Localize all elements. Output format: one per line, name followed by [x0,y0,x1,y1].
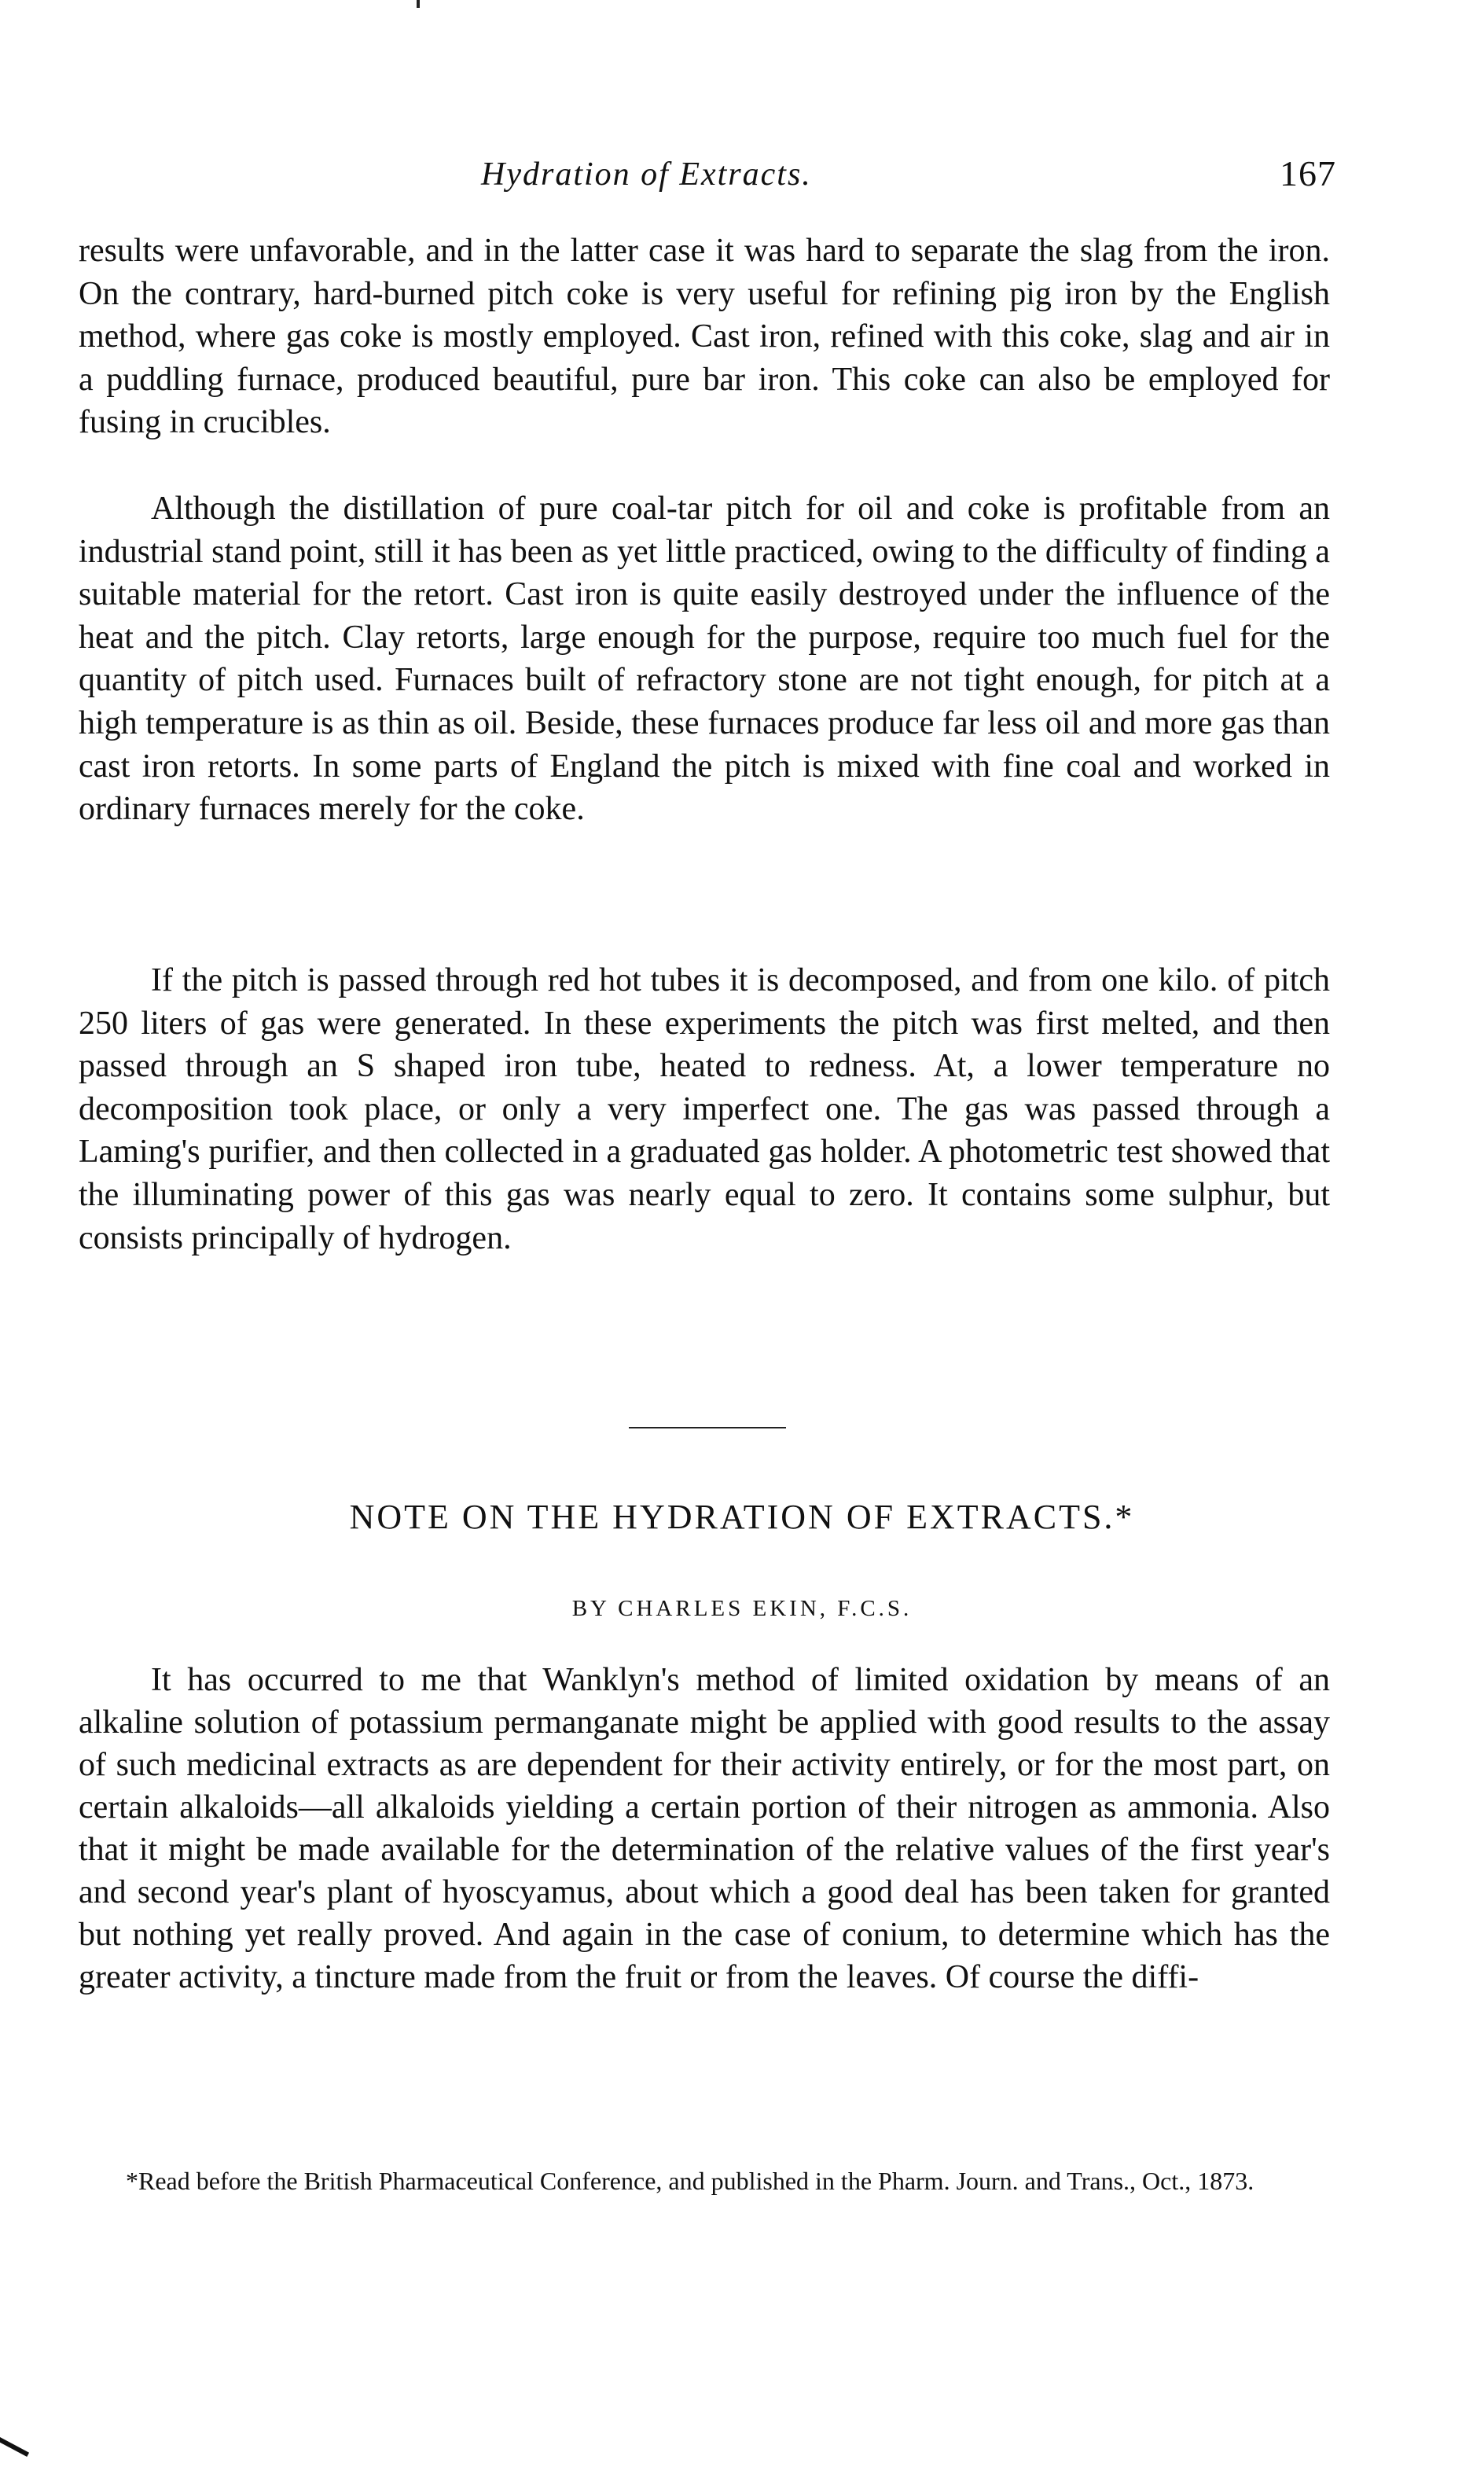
section-divider [629,1427,786,1428]
paragraph: If the pitch is passed through red hot tubes it is decomposed, and from one kilo. of pitch 250 liters of gas were generated. In these experiments the pitch was first melted, and then passed through an S shaped iron tube, heated to redness. At, a lower temperature no decomposition took place, or only a very imperfect one. The gas was passed through a Laming's purifier, and then collected in a graduated gas holder. A photometric test showed that the illuminating power of this gas was nearly equal to zero. It contains some sulphur, but consists principally of hydrogen. [79,962,1330,1256]
red-hot-tubes-paragraph [79,959,1330,1259]
article-title: NOTE ON THE HYDRATION OF EXTRACTS.* [349,1498,1135,1536]
continued-paragraph [79,230,1330,444]
scan-corner-mark [0,2437,29,2457]
top-edge-mark [417,0,420,8]
distillation-paragraph [79,487,1330,831]
footnote-text: *Read before the British Pharmaceutical Conference, and published in the Pharm. Journ. and Trans., Oct., 1873. [126,2167,1254,2195]
article-byline: BY CHARLES EKIN, F.C.S. [571,1596,913,1621]
article-body [79,1659,1330,1998]
paragraph: results were unfavorable, and in the latter case it was hard to separate the slag from the iron. On the contrary, hard-burned pitch coke is very useful for refining pig iron by the English method, where gas coke is mostly employed. Cast iron, refined with this coke, slag and air in a puddling furnace, produced beautiful, pure bar iron. This coke can also be employed for fusing in crucibles. [79,233,1330,441]
page-number: 167 [1280,153,1336,193]
running-head [79,153,1336,203]
paragraph: Although the distillation of pure coal-tar pitch for oil and coke is profitable from an industrial stand point, still it has been as yet little practiced, owing to the difficulty of finding a suitable material for the retort. Cast iron is quite easily destroyed under the influence of the heat and the pitch. Clay retorts, large enough for the purpose, require too much fuel for the quantity of pitch used. Furnaces built of refractory stone are not tight enough, for pitch at a high temperature is as thin as oil. Beside, these furnaces produce far less oil and more gas than cast iron retorts. In some parts of England the pitch is mixed with fine coal and worked in ordinary furnaces merely for the coke. [79,491,1330,828]
running-title: Hydration of Extracts. [481,156,812,193]
paragraph: It has occurred to me that Wanklyn's method of limited oxidation by means of an alkaline solution of potassium permanganate might be applied with good results to the assay of such medicinal extracts as are dependent for their activity entirely, or for the most part, on certain alkaloids—all alkaloids yielding a certain portion of their nitrogen as ammonia. Also that it might be made available for the determination of the relative values of the first year's and second year's plant of hyoscyamus, about which a good deal has been taken for granted but nothing yet really proved. And again in the case of conium, to determine which has the greater activity, a tincture made from the fruit or from the leaves. Of course the diffi- [79,1662,1330,1995]
footnote [94,2164,1336,2198]
